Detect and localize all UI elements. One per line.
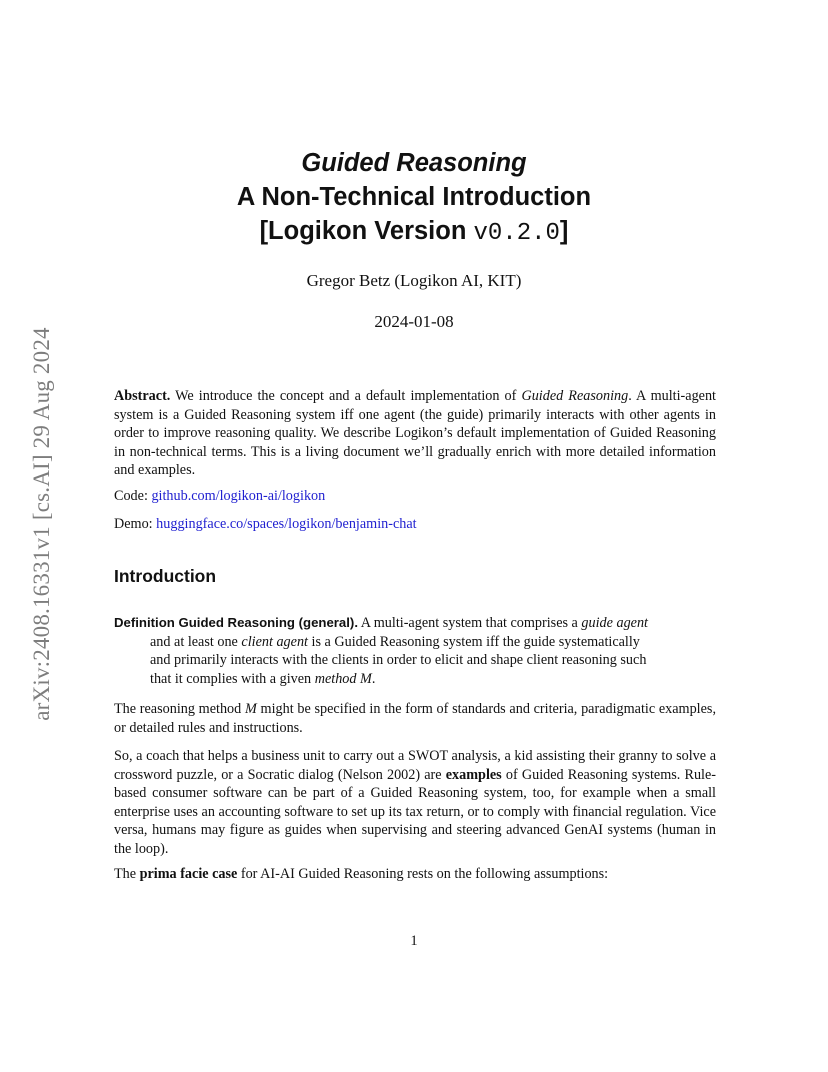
paragraph-emphasis: M <box>244 701 257 717</box>
code-label: Code: <box>114 488 152 504</box>
definition-text: that it complies with a given <box>150 670 315 687</box>
demo-link[interactable]: huggingface.co/spaces/logikon/benjamin-chat <box>156 516 417 532</box>
paragraph-bold: examples <box>445 766 502 783</box>
title-version-prefix: [Logikon Version <box>259 217 474 245</box>
definition-line-1 <box>114 614 716 633</box>
definition-line-2 <box>114 633 716 652</box>
abstract-text-2: . A multi-agent system is a Guided Reasoning system iff one agent (the guide) primarily interacts with other agents in order to improve reasoning quality. We describe Logikon’s default implementation of Guided Reasoning in non-technical terms. This is a living document we’ll gradually enrich with more detailed information and examples. <box>114 388 716 479</box>
demo-line <box>114 515 716 534</box>
abstract-emphasis: Guided Reasoning <box>521 388 629 404</box>
paragraph-prima-facie <box>114 865 716 884</box>
page-number: 1 <box>410 933 418 949</box>
section-heading-introduction: Introduction <box>114 566 217 586</box>
code-line <box>114 487 716 506</box>
paragraph-text: The <box>114 866 140 882</box>
title-version-number: v0.2.0 <box>473 220 560 247</box>
definition-text: . <box>371 670 376 687</box>
definition-emphasis: client agent <box>241 633 308 650</box>
abstract-text-1: We introduce the concept and a default implementation of <box>170 388 522 404</box>
paragraph-text: of Guided Reasoning systems. Rule-based consumer software can be part of a Guided Reasoning system, too, for example when a small enterprise uses an accounting software to set up its tax return, or to comply with financial regulation. Vice versa, humans may figure as guides when supervising and steering advanced GenAI systems (human in the loop). <box>114 766 717 857</box>
abstract-label: Abstract. <box>114 388 171 404</box>
date-line: 2024-01-08 <box>374 312 454 331</box>
paragraph-method <box>114 700 716 737</box>
author-line: Gregor Betz (Logikon AI, KIT) <box>306 271 522 290</box>
paragraph-bold: prima facie case <box>139 866 238 882</box>
paragraph-text: So, a coach that helps a business unit to carry out a SWOT analysis, a kid assisting their granny to solve a crossword puzzle, or a Socratic dialog (Nelson 2002) are <box>114 748 716 783</box>
paper-title <box>114 146 714 251</box>
arxiv-identifier-stamp: arXiv:2408.16331v1 [cs.AI] 29 Aug 2024 <box>29 327 54 721</box>
definition-heading: Definition Guided Reasoning (general). <box>114 615 358 630</box>
paragraph-examples <box>114 747 716 859</box>
definition-text: and at least one <box>150 633 242 650</box>
definition-text: is a Guided Reasoning system iff the guide systematically <box>308 633 640 650</box>
paragraph-text: might be specified in the form of standards and criteria, paradigmatic examples, or detailed rules and instructions. <box>114 701 716 736</box>
title-line-2: A Non-Technical Introduction <box>236 183 592 211</box>
paragraph-text: The reasoning method <box>114 701 245 717</box>
definition-block <box>114 614 716 688</box>
definition-emphasis: method M <box>314 670 372 687</box>
definition-line-3: and primarily interacts with the clients in order to elicit and shape client reasoning such <box>150 652 647 669</box>
abstract <box>114 387 716 480</box>
title-version-suffix: ] <box>559 217 569 245</box>
code-link[interactable]: github.com/logikon-ai/logikon <box>151 488 326 504</box>
definition-text: A multi-agent system that comprises a <box>357 615 582 631</box>
title-line-1: Guided Reasoning <box>301 149 527 177</box>
demo-label: Demo: <box>114 516 157 532</box>
definition-line-4 <box>114 670 716 689</box>
paragraph-text: for AI-AI Guided Reasoning rests on the following assumptions: <box>237 866 609 882</box>
title-line-3 <box>114 214 714 251</box>
definition-emphasis: guide agent <box>581 615 648 631</box>
